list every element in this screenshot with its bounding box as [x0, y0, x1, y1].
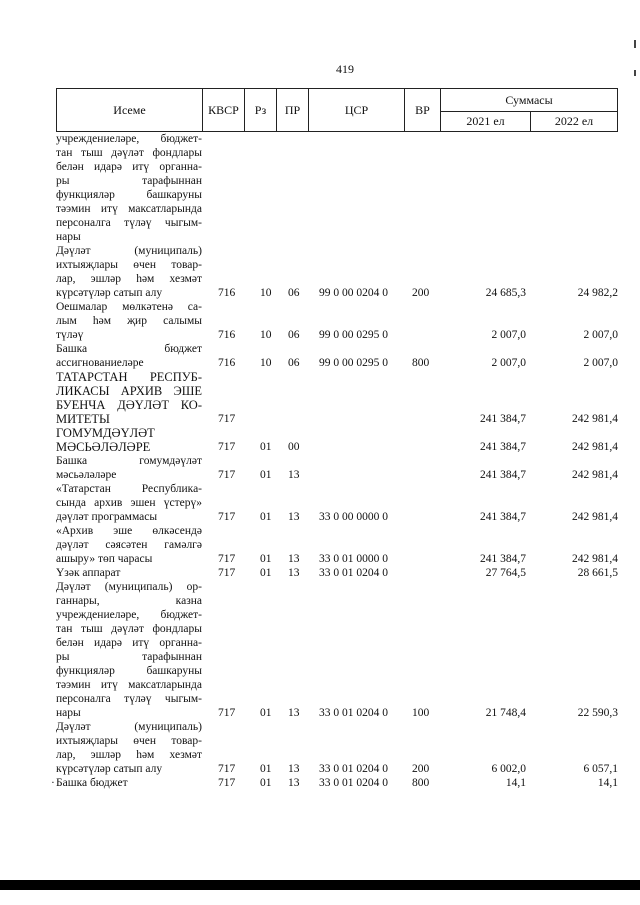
- header-kvsr: КВСР: [203, 89, 245, 131]
- cell-s2022: 242 981,4: [572, 511, 618, 523]
- table-row: [56, 454, 618, 482]
- cell-s2022: 22 590,3: [577, 707, 618, 719]
- row-name-line: лар, эшләр һәм хезмәт: [56, 749, 202, 761]
- cell-s2022: 242 981,4: [572, 441, 618, 453]
- row-name-line: мәсьәләләре: [56, 469, 117, 481]
- cell-s2021: 2 007,0: [491, 329, 526, 341]
- cell-pr: 13: [288, 553, 300, 565]
- row-name-line: ганнары, казна: [56, 595, 202, 607]
- cell-s2022: 242 981,4: [572, 553, 618, 565]
- row-name-line: тан тыш дәүләт фондлары: [56, 147, 202, 159]
- cell-rz: 10: [260, 329, 272, 341]
- cell-rz: 01: [260, 511, 272, 523]
- cell-s2022: 2 007,0: [583, 357, 618, 369]
- cell-rz: 01: [260, 567, 272, 579]
- row-name-line: белән идарә итү органна-: [56, 637, 202, 649]
- cell-kvsr: 717: [218, 413, 236, 425]
- cell-vr: 100: [412, 707, 430, 719]
- cell-s2022: 6 057,1: [583, 763, 618, 775]
- row-name-line: лар, эшләр һәм хезмәт: [56, 273, 202, 285]
- row-name-line: Үзәк аппарат: [56, 567, 121, 579]
- row-name-line: ры тарафыннан: [56, 651, 202, 663]
- row-name-line: ры тарафыннан: [56, 175, 202, 187]
- table-row: [56, 482, 618, 524]
- cell-csr: 33 0 00 0000 0: [319, 511, 388, 523]
- cell-s2022: 14,1: [597, 777, 618, 789]
- row-name-line: нары: [56, 707, 81, 719]
- row-name-line: «Татарстан Республика-: [56, 483, 202, 495]
- row-name: [56, 300, 202, 342]
- table-header: [56, 88, 618, 132]
- row-name-line: Дәүләт (муниципаль): [56, 721, 202, 733]
- header-csr: ЦСР: [309, 89, 405, 131]
- row-name-line: ашыру» төп чарасы: [56, 553, 153, 565]
- row-name: [56, 482, 202, 524]
- row-name-line: «Архив эше өлкәсендә: [56, 525, 202, 537]
- row-name: [56, 370, 202, 426]
- cell-vr: 200: [412, 763, 430, 775]
- table-row: [56, 342, 618, 370]
- table-row: [56, 720, 618, 776]
- header-vr: ВР: [405, 89, 441, 131]
- cell-s2021: 241 384,7: [480, 511, 526, 523]
- row-name-line: Башка гомумдәүләт: [56, 455, 202, 467]
- row-name: [56, 342, 202, 370]
- cell-pr: 13: [288, 777, 300, 789]
- row-bullet: ·: [51, 777, 55, 789]
- cell-rz: 01: [260, 553, 272, 565]
- row-name-line: ассигнованиеләре: [56, 357, 144, 369]
- cell-s2021: 14,1: [505, 777, 526, 789]
- cell-kvsr: 716: [218, 329, 236, 341]
- row-name-line: Башка бюджет: [56, 343, 202, 355]
- cell-csr: 33 0 01 0204 0: [319, 763, 388, 775]
- cell-pr: 06: [288, 357, 300, 369]
- table-body: [51, 132, 618, 790]
- cell-s2021: 27 764,5: [485, 567, 526, 579]
- row-name-line: түләү: [56, 329, 84, 341]
- scan-mark: [634, 70, 636, 76]
- cell-kvsr: 716: [218, 287, 236, 299]
- row-name-line: Дәүләт (муниципаль) ор-: [56, 581, 202, 593]
- cell-kvsr: 717: [218, 567, 236, 579]
- row-name-line: белән идарә итү органна-: [56, 161, 202, 173]
- cell-kvsr: 717: [218, 777, 236, 789]
- cell-kvsr: 717: [218, 763, 236, 775]
- row-name-line: функцияләр башкаруны: [56, 665, 202, 677]
- row-name-line: нары: [56, 231, 81, 243]
- row-name: [56, 244, 202, 300]
- cell-vr: 200: [412, 287, 430, 299]
- cell-csr: 33 0 01 0204 0: [319, 707, 388, 719]
- row-name-line: тан тыш дәүләт фондлары: [56, 623, 202, 635]
- cell-csr: 33 0 01 0204 0: [319, 567, 388, 579]
- cell-vr: 800: [412, 357, 430, 369]
- row-name: [56, 524, 202, 566]
- cell-s2022: 242 981,4: [572, 413, 618, 425]
- header-rz: Рз: [245, 89, 277, 131]
- row-name-line: МӘСЬӘЛӘЛӘРЕ: [56, 440, 151, 454]
- budget-table: [51, 88, 618, 790]
- row-name: [56, 580, 202, 720]
- cell-pr: 00: [288, 441, 300, 453]
- row-name-line: функцияләр башкаруны: [56, 189, 202, 201]
- row-name-line: учреждениеләре, бюджет-: [56, 609, 202, 621]
- row-name-line: Дәүләт (муниципаль): [56, 245, 202, 257]
- cell-s2021: 21 748,4: [485, 707, 526, 719]
- row-name-line: МИТЕТЫ: [56, 412, 110, 426]
- row-name-line: лым һәм җир салымы: [56, 315, 202, 327]
- cell-kvsr: 716: [218, 357, 236, 369]
- row-name: [56, 566, 202, 580]
- cell-rz: 01: [260, 777, 272, 789]
- page-number: 419: [336, 62, 354, 76]
- cell-s2021: 241 384,7: [480, 469, 526, 481]
- table-row: [56, 524, 618, 566]
- cell-pr: 13: [288, 469, 300, 481]
- row-name: [56, 132, 202, 244]
- row-name-line: сында архив эшен үстерү»: [56, 497, 202, 509]
- row-name-line: ихтыяҗлары өчен товар-: [56, 259, 202, 271]
- cell-kvsr: 717: [218, 469, 236, 481]
- table-row: [56, 426, 618, 454]
- cell-pr: 13: [288, 567, 300, 579]
- row-name-line: ТАТАРСТАН РЕСПУБ-: [56, 370, 202, 384]
- cell-pr: 13: [288, 763, 300, 775]
- header-year-2021: 2021 ел: [441, 111, 531, 131]
- table-row: [56, 132, 618, 244]
- row-name-line: БУЕНЧА ДӘҮЛӘТ КО-: [56, 398, 202, 412]
- header-sums-group: [441, 89, 617, 131]
- table-row: [56, 300, 618, 342]
- cell-kvsr: 717: [218, 553, 236, 565]
- header-sums: Суммасы: [441, 89, 617, 112]
- cell-rz: 01: [260, 763, 272, 775]
- cell-s2022: 2 007,0: [583, 329, 618, 341]
- row-name: [56, 426, 202, 454]
- cell-rz: 01: [260, 469, 272, 481]
- table-row: [56, 244, 618, 300]
- cell-s2021: 241 384,7: [480, 553, 526, 565]
- row-name-line: күрсәтүләр сатып алу: [56, 287, 163, 299]
- cell-csr: 99 0 00 0204 0: [319, 287, 388, 299]
- cell-s2022: 242 981,4: [572, 469, 618, 481]
- cell-rz: 10: [260, 287, 272, 299]
- scan-mark: [634, 40, 636, 48]
- cell-rz: 10: [260, 357, 272, 369]
- cell-csr: 99 0 00 0295 0: [319, 329, 388, 341]
- row-name-line: тәэмин итү максатларында: [56, 203, 202, 215]
- row-name: [56, 454, 202, 482]
- row-name: [56, 720, 202, 776]
- row-name-line: дәүләт сәясәтен гамәлгә: [56, 539, 202, 551]
- row-name-line: Оешмалар мөлкәтенә са-: [56, 301, 202, 313]
- cell-s2021: 2 007,0: [491, 357, 526, 369]
- cell-s2022: 24 982,2: [577, 287, 618, 299]
- scan-border-bar: [0, 880, 640, 890]
- cell-s2021: 24 685,3: [485, 287, 526, 299]
- row-name-line: ЛИКАСЫ АРХИВ ЭШЕ: [56, 384, 202, 398]
- table-row: [56, 566, 618, 580]
- cell-rz: 01: [260, 707, 272, 719]
- table-row: [56, 370, 618, 426]
- cell-csr: 99 0 00 0295 0: [319, 357, 388, 369]
- row-name-line: дәүләт программасы: [56, 511, 158, 523]
- cell-pr: 06: [288, 287, 300, 299]
- row-name: [56, 776, 202, 790]
- header-name: Исеме: [57, 89, 203, 131]
- cell-s2021: 241 384,7: [480, 413, 526, 425]
- cell-pr: 13: [288, 511, 300, 523]
- cell-vr: 800: [412, 777, 430, 789]
- table-row: [51, 776, 618, 790]
- cell-s2021: 241 384,7: [480, 441, 526, 453]
- cell-csr: 33 0 01 0000 0: [319, 553, 388, 565]
- cell-s2021: 6 002,0: [491, 763, 526, 775]
- cell-pr: 13: [288, 707, 300, 719]
- cell-s2022: 28 661,5: [577, 567, 618, 579]
- row-name-line: учреждениеләре, бюджет-: [56, 133, 202, 145]
- row-name-line: күрсәтүләр сатып алу: [56, 763, 163, 775]
- cell-rz: 01: [260, 441, 272, 453]
- row-name-line: ихтыяҗлары өчен товар-: [56, 735, 202, 747]
- cell-csr: 33 0 01 0204 0: [319, 777, 388, 789]
- table-row: [56, 580, 618, 720]
- cell-kvsr: 717: [218, 707, 236, 719]
- row-name-line: ГОМУМДӘҮЛӘТ: [56, 426, 155, 440]
- row-name-line: Башка бюджет: [56, 777, 128, 789]
- header-year-2022: 2022 ел: [554, 113, 594, 128]
- row-name-line: тәэмин итү максатларында: [56, 679, 202, 691]
- row-name-line: персоналга түләү чыгым-: [56, 693, 202, 705]
- cell-pr: 06: [288, 329, 300, 341]
- cell-kvsr: 717: [218, 441, 236, 453]
- row-name-line: персоналга түләү чыгым-: [56, 217, 202, 229]
- header-pr: ПР: [277, 89, 309, 131]
- cell-kvsr: 717: [218, 511, 236, 523]
